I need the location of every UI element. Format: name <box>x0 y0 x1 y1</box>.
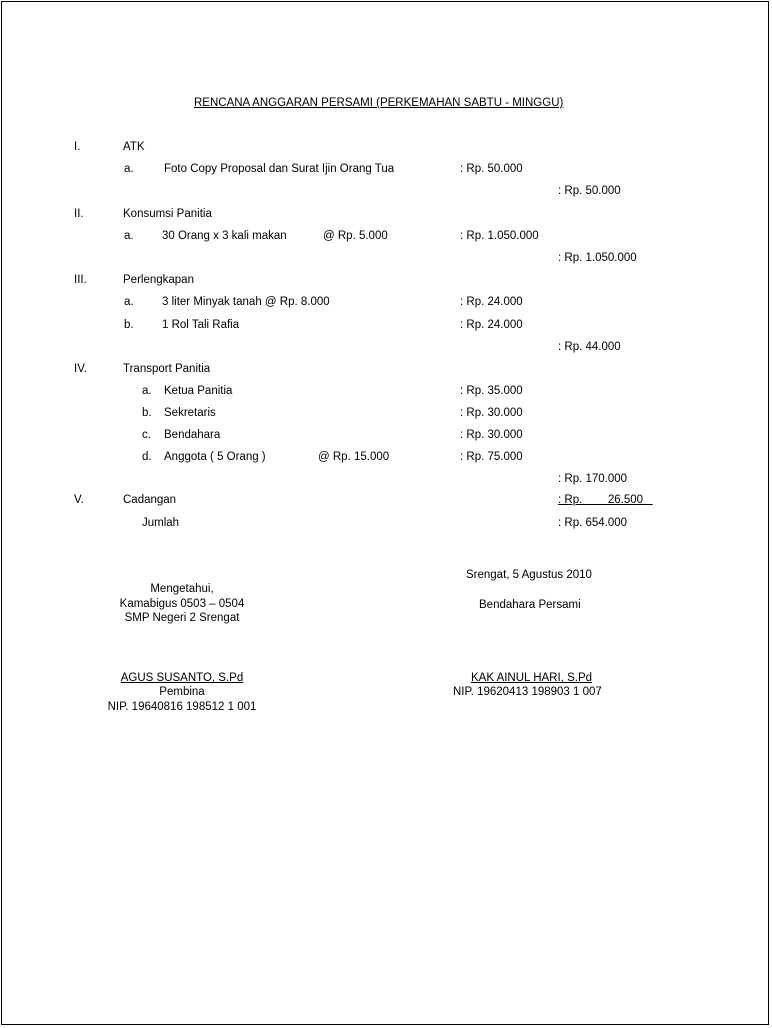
section-4-subtotal: : Rp. 170.000 <box>558 473 628 485</box>
section-2-item-a-letter: a. <box>124 230 134 242</box>
section-4-item-d-letter: d. <box>142 451 152 463</box>
section-5-heading: Cadangan <box>123 494 177 506</box>
section-3-heading: Perlengkapan <box>123 274 194 286</box>
section-2-item-a-amount: : Rp. 1.050.000 <box>460 230 539 242</box>
left-signer-nip: NIP. 19640816 198512 1 001 <box>107 701 257 713</box>
section-3-item-b-desc: 1 Rol Tali Rafia <box>162 319 240 331</box>
document-title: RENCANA ANGGARAN PERSAMI (PERKEMAHAN SABTU - MINGGU) <box>194 97 564 109</box>
section-4-item-c-letter: c. <box>142 429 151 441</box>
section-4-item-a-amount: : Rp. 35.000 <box>460 385 523 397</box>
section-5-numeral: V. <box>74 494 84 506</box>
jumlah-amount: : Rp. 654.000 <box>558 517 628 529</box>
section-4-item-d-unit: @ Rp. 15.000 <box>318 451 390 463</box>
place-date: Srengat, 5 Agustus 2010 <box>466 569 592 581</box>
section-2-heading: Konsumsi Panitia <box>123 208 212 220</box>
left-signer-line3: SMP Negeri 2 Srengat <box>124 612 240 624</box>
section-1-heading: ATK <box>123 141 145 153</box>
right-signer-name: KAK AINUL HARI, S.Pd <box>471 672 593 684</box>
section-4-item-b-amount: : Rp. 30.000 <box>460 407 523 419</box>
section-4-item-c-desc: Bendahara <box>164 429 221 441</box>
left-signer-name: AGUS SUSANTO, S.Pd <box>120 672 244 684</box>
jumlah-label: Jumlah <box>142 517 180 529</box>
section-4-heading: Transport Panitia <box>123 363 211 375</box>
section-2-numeral: II. <box>74 208 84 220</box>
left-signer-line1: Mengetahui, <box>150 583 214 595</box>
section-4-item-c-amount: : Rp. 30.000 <box>460 429 523 441</box>
left-signer-role: Pembina <box>159 686 205 698</box>
section-3-item-b-amount: : Rp. 24.000 <box>460 319 523 331</box>
document-page <box>1 1 769 1025</box>
section-4-item-b-desc: Sekretaris <box>164 407 216 419</box>
section-1-numeral: I. <box>74 141 81 153</box>
section-1-item-a-amount: : Rp. 50.000 <box>460 163 523 175</box>
section-1-item-a-desc: Foto Copy Proposal dan Surat Ijin Orang Tua <box>164 163 395 175</box>
section-1-subtotal: : Rp. 50.000 <box>558 185 621 197</box>
section-3-item-a-desc: 3 liter Minyak tanah @ Rp. 8.000 <box>162 296 330 308</box>
section-3-subtotal: : Rp. 44.000 <box>558 341 621 353</box>
section-4-item-a-desc: Ketua Panitia <box>164 385 233 397</box>
right-signer-title: Bendahara Persami <box>479 599 581 611</box>
right-signer-nip: NIP. 19620413 198903 1 007 <box>453 686 602 698</box>
section-2-item-a-unit: @ Rp. 5.000 <box>323 230 388 242</box>
section-4-item-a-letter: a. <box>142 385 152 397</box>
section-3-item-a-letter: a. <box>124 296 134 308</box>
cadangan-amount: : Rp. 26.500 <box>558 494 653 506</box>
section-3-item-a-amount: : Rp. 24.000 <box>460 296 523 308</box>
section-3-numeral: III. <box>74 274 87 286</box>
section-4-numeral: IV. <box>74 363 88 375</box>
section-4-item-d-amount: : Rp. 75.000 <box>460 451 523 463</box>
section-1-item-a-letter: a. <box>124 163 134 175</box>
section-4-item-b-letter: b. <box>142 407 152 419</box>
section-2-item-a-desc: 30 Orang x 3 kali makan <box>162 230 287 242</box>
section-2-subtotal: : Rp. 1.050.000 <box>558 252 637 264</box>
left-signer-line2: Kamabigus 0503 – 0504 <box>119 598 245 610</box>
section-3-item-b-letter: b. <box>124 319 134 331</box>
section-4-item-d-desc: Anggota ( 5 Orang ) <box>164 451 266 463</box>
